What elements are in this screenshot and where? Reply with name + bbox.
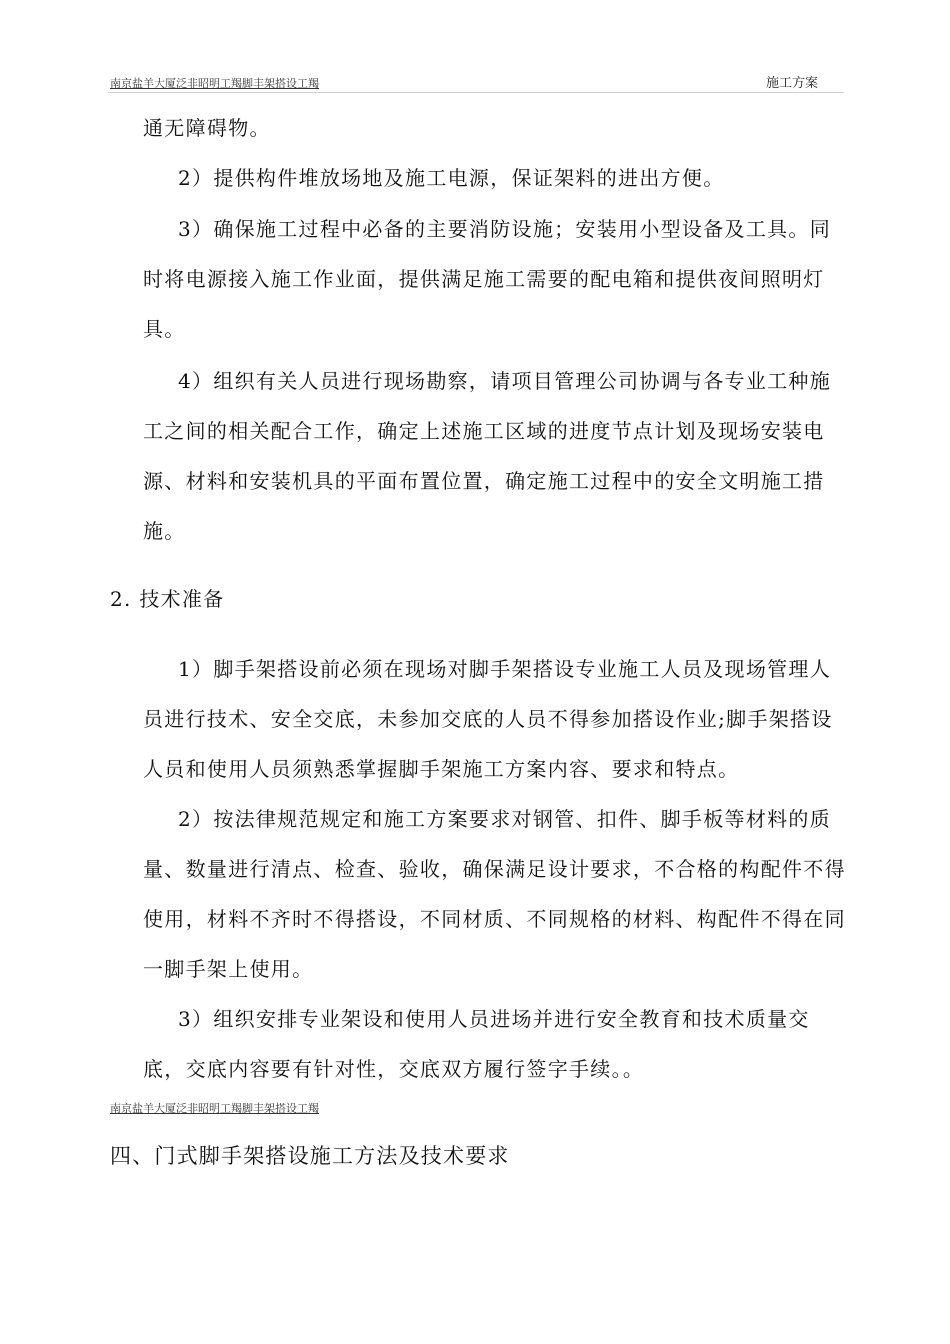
body-line-3: 3）确保施工过程中必备的主要消防设施；安装用小型设备及工具。同 <box>178 217 832 241</box>
body-line-16: 一脚手架上使用。 <box>143 957 314 981</box>
body-line-8: 源、材料和安装机具的平面布置位置，确定施工过程中的安全文明施工措 <box>143 469 825 493</box>
body-line-1: 通无障碍物。 <box>143 116 271 140</box>
body-line-9: 施。 <box>143 519 186 543</box>
body-line-5: 具。 <box>143 317 186 341</box>
page-header-doc-type: 施工方案 <box>766 76 819 91</box>
body-line-17: 3）组织安排专业架设和使用人员进场并进行安全教育和技术质量交 <box>178 1007 810 1031</box>
body-line-10: 1）脚手架搭设前必须在现场对脚手架搭设专业施工人员及现场管理人 <box>178 657 832 681</box>
section-heading: 四、门式脚手架搭设施工方法及技术要求 <box>110 1144 510 1168</box>
body-line-15: 使用，材料不齐时不得搭设，不同材质、不同规格的材料、构配件不得在同 <box>143 907 846 931</box>
body-line-11: 员进行技术、安全交底，未参加交底的人员不得参加搭设作业;脚手架搭设 <box>143 707 833 731</box>
body-line-13: 2）按法律规范规定和施工方案要求对钢管、扣件、脚手板等材料的质 <box>178 807 832 831</box>
header-divider <box>108 92 844 93</box>
body-line-18: 底，交底内容要有针对性，交底双方履行签字手续。。 <box>143 1057 645 1081</box>
page-header-project-title: 南京盐羊大厦泛非昭明工羯脚丰架搭设工羯 <box>110 77 319 90</box>
body-line-14: 量、数量进行清点、检查、验收，确保满足设计要求，不合格的构配件不得 <box>143 857 846 881</box>
body-line-7: 工之间的相关配合工作，确定上述施工区域的进度节点计划及现场安装电 <box>143 419 825 443</box>
body-line-6: 4）组织有关人员进行现场勘察，请项目管理公司协调与各专业工种施 <box>178 369 832 393</box>
page-footer-project-title: 南京盐羊大厦泛非昭明工羯脚丰架搭设工羯 <box>110 1102 319 1115</box>
subsection-heading-technical-prep: 2. 技术准备 <box>110 587 225 611</box>
body-line-4: 时将电源接入施工作业面，提供满足施工需要的配电箱和提供夜间照明灯 <box>143 267 825 291</box>
body-line-12: 人员和使用人员须熟悉掌握脚手架施工方案内容、要求和特点。 <box>143 757 740 781</box>
body-line-2: 2）提供构件堆放场地及施工电源，保证架料的进出方便。 <box>178 166 725 190</box>
